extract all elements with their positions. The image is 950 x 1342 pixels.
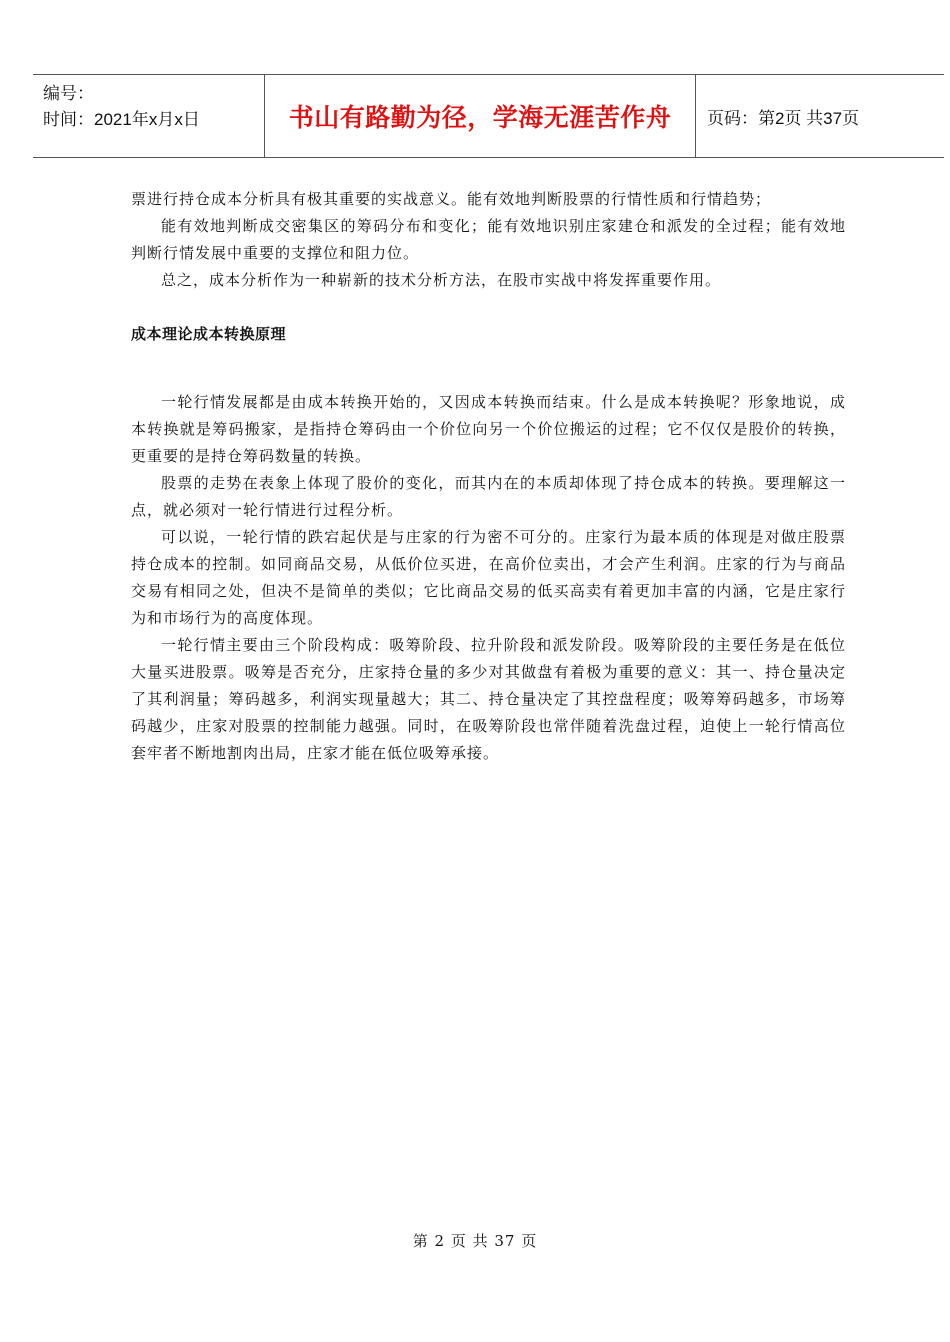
document-header (33, 74, 944, 158)
paragraph: 一轮行情发展都是由成本转换开始的，又因成本转换而结束。什么是成本转换呢？形象地说，成本转换就是筹码搬家，是指持仓筹码由一个价位向另一个价位搬运的过程；它不仅仅是股价的转换，更重要的是持仓筹码数量的转换。 (131, 393, 846, 465)
document-code-label: 编号： (43, 84, 94, 103)
document-body (131, 186, 846, 767)
paragraph: 可以说，一轮行情的跌宕起伏是与庄家的行为密不可分的。庄家行为最本质的体现是对做庄股票持仓成本的控制。如同商品交易，从低价位买进，在高价位卖出，才会产生利润。庄家的行为与商品交易有相同之处，但决不是简单的类似；它比商品交易的低买高卖有着更加丰富的内涵，它是庄家行为和市场行为的高度体现。 (131, 528, 846, 627)
header-page-info: 页码：第2页 共37页 (707, 108, 860, 128)
paragraph: 总之，成本分析作为一种崭新的技术分析方法，在股市实战中将发挥重要作用。 (161, 271, 722, 289)
paragraph: 能有效地判断成交密集区的筹码分布和变化；能有效地识别庄家建仓和派发的全过程；能有效地判断行情发展中重要的支撑位和阻力位。 (131, 217, 846, 262)
paragraph: 股票的走势在表象上体现了股价的变化，而其内在的本质却体现了持仓成本的转换。要理解这一点，就必须对一轮行情进行过程分析。 (131, 474, 846, 519)
header-motto: 书山有路勤为径，学海无涯苦作舟 (265, 75, 696, 157)
paragraph: 一轮行情主要由三个阶段构成：吸筹阶段、拉升阶段和派发阶段。吸筹阶段的主要任务是在低位大量买进股票。吸筹是否充分，庄家持仓量的多少对其做盘有着极为重要的意义：其一、持仓量决定了其利润量；筹码越多，利润实现量越大；其二、持仓量决定了其控盘程度；吸筹筹码越多，市场筹码越少，庄家对股票的控制能力越强。同时，在吸筹阶段也常伴随着洗盘过程，迫使上一轮行情高位套牢者不断地割肉出局，庄家才能在低位吸筹承接。 (131, 636, 846, 762)
document-time-label: 时间：2021年x月x日 (43, 110, 200, 129)
paragraph: 票进行持仓成本分析具有极其重要的实战意义。能有效地判断股票的行情性质和行情趋势； (131, 190, 772, 208)
spacer (131, 348, 846, 389)
header-meta-cell (33, 75, 265, 157)
page-footer (0, 1230, 950, 1251)
footer-page-number: 第 2 页 共 37 页 (412, 1232, 538, 1250)
section-heading: 成本理论成本转换原理 (131, 325, 287, 343)
